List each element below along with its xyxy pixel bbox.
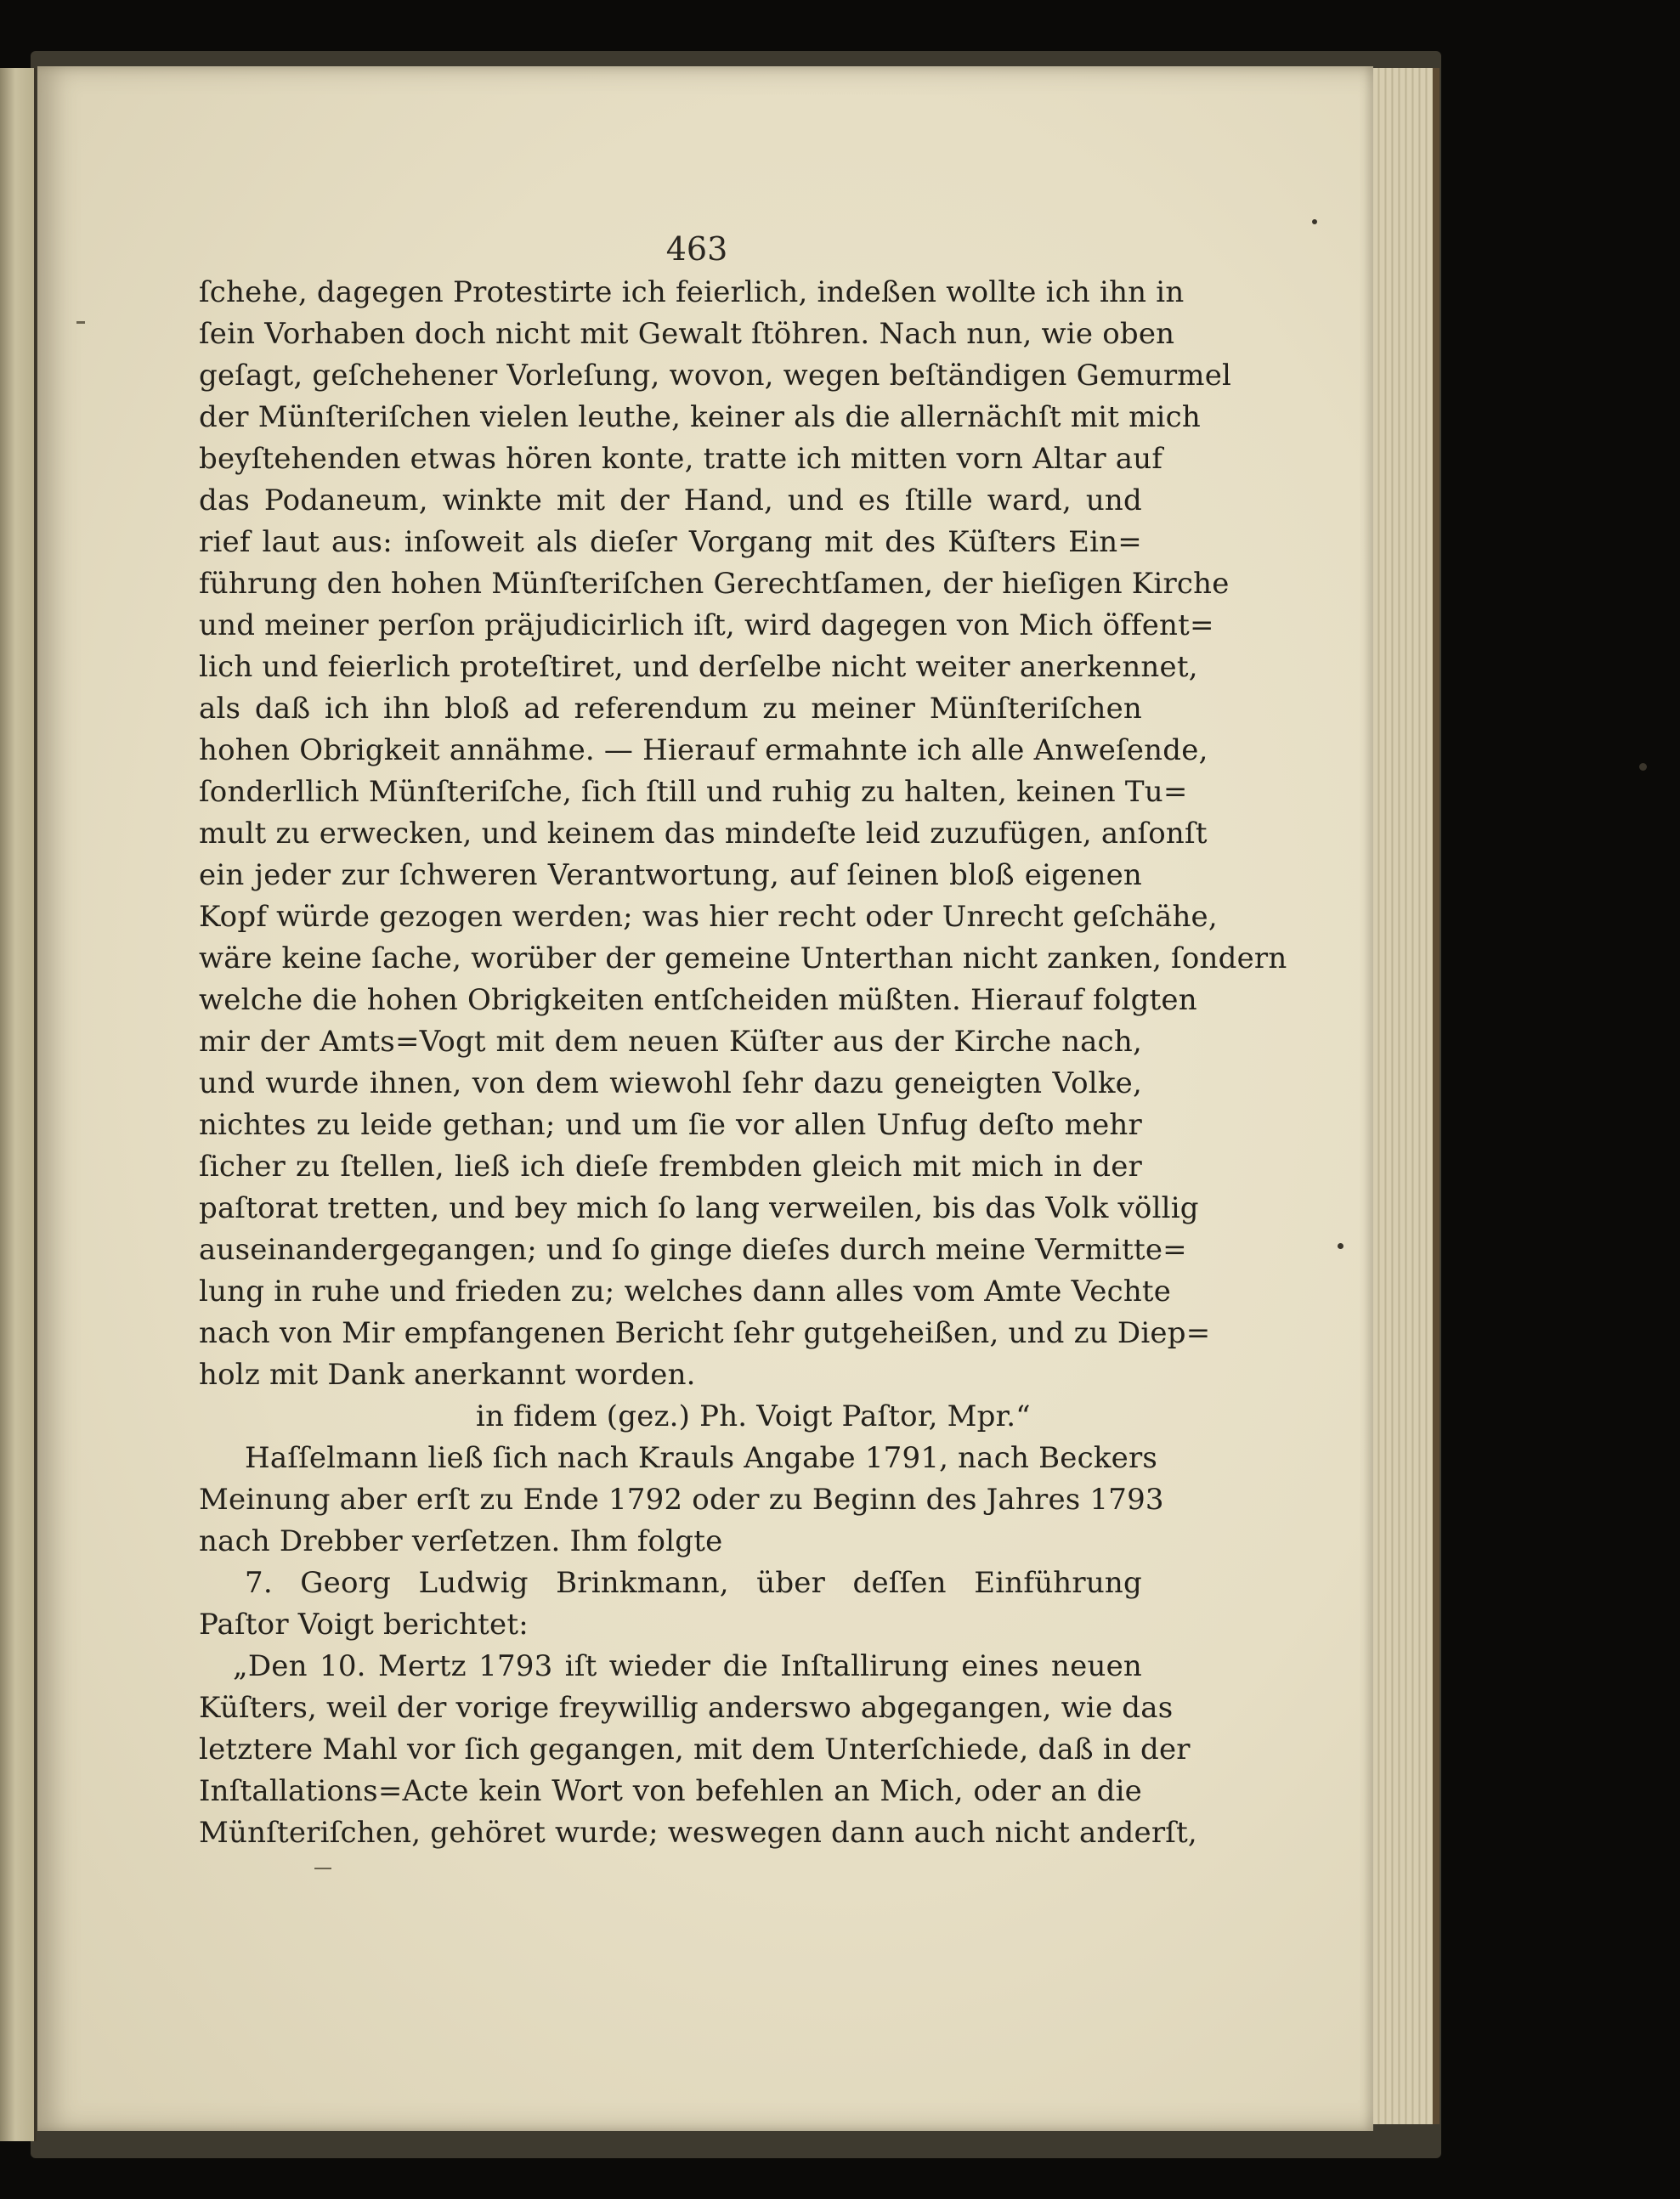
dust-speck	[1639, 763, 1647, 771]
quote-line: letztere Mahl vor ſich gegangen, mit dem Unterſchiede, daß in der	[199, 1733, 1191, 1767]
quote-line: Münſteriſchen, gehöret wurde; weswegen dann auch nicht anderſt,	[199, 1816, 1197, 1850]
text-line: ſonderllich Münſteriſche, ſich ſtill und ruhig zu halten, keinen Tu=	[199, 775, 1188, 809]
quote-line: Küſters, weil der vorige freywillig anderswo abgegangen, wie das	[199, 1691, 1174, 1725]
text-line: als daß ich ihn bloß ad referendum zu meiner Münſteriſchen	[199, 692, 1142, 726]
text-line: ſicher zu ſtellen, ließ ich dieſe frembden gleich mit mich in der	[199, 1150, 1142, 1184]
text-line: ein jeder zur ſchweren Verantwortung, auf ſeinen bloß eigenen	[199, 858, 1142, 892]
text-line: holz mit Dank anerkannt worden.	[199, 1358, 696, 1392]
text-line: hohen Obrigkeit annähme. — Hierauf ermahnte ich alle Anweſende,	[199, 733, 1208, 767]
text-line: und meiner perſon präjudicirlich iſt, wird dagegen von Mich öffent=	[199, 608, 1214, 642]
text-line: Kopf würde gezogen werden; was hier recht oder Unrecht geſchähe,	[199, 900, 1218, 934]
paragraph-line: Meinung aber erſt zu Ende 1792 oder zu Beginn des Jahres 1793	[199, 1483, 1164, 1517]
text-line: lich und feierlich proteſtiret, und derſelbe nicht weiter anerkennet,	[199, 650, 1198, 684]
text-line: paſtorat tretten, und bey mich ſo lang verweilen, bis das Volk völlig	[199, 1191, 1199, 1225]
section-heading-line: 7. Georg Ludwig Brinkmann, über deſſen Einführung	[245, 1566, 1142, 1600]
quote-line: „Den 10. Mertz 1793 iſt wieder die Inſtallirung eines neuen	[233, 1649, 1142, 1683]
previous-page-edge	[0, 68, 37, 2141]
dust-speck	[1338, 1243, 1343, 1249]
text-line: der Münſteriſchen vielen leuthe, keiner als die allernächſt mit mich	[199, 400, 1201, 434]
text-line: mult zu erwecken, und keinem das mindeſte leid zuzufügen, anſonſt	[199, 817, 1208, 851]
text-line: auseinandergegangen; und ſo ginge dieſes durch meine Vermitte=	[199, 1233, 1187, 1267]
text-line: ſein Vorhaben doch nicht mit Gewalt ſtöhren. Nach nun, wie oben	[199, 317, 1175, 351]
text-line: führung den hohen Münſteriſchen Gerechtſamen, der hieſigen Kirche	[199, 567, 1230, 601]
text-line: nach von Mir empfangenen Bericht ſehr gutgeheißen, und zu Diep=	[199, 1316, 1211, 1350]
margin-mark	[314, 1868, 331, 1869]
text-line: geſagt, geſchehener Vorleſung, wovon, wegen beſtändigen Gemurmel	[199, 359, 1232, 393]
text-line: beyſtehenden etwas hören konte, tratte ich mitten vorn Altar auf	[199, 442, 1163, 476]
text-line: ſchehe, dagegen Protestirte ich feierlich, indeßen wollte ich ihn in	[199, 275, 1185, 309]
book-page	[37, 66, 1373, 2131]
text-line: welche die hohen Obrigkeiten entſcheiden müßten. Hierauf folgten	[199, 983, 1197, 1017]
text-line: rief laut aus: inſoweit als dieſer Vorgang mit des Küſters Ein=	[199, 525, 1142, 559]
quote-line: Inſtallations=Acte kein Wort von befehlen an Mich, oder an die	[199, 1774, 1142, 1808]
text-line: wäre keine ſache, worüber der gemeine Unterthan nicht zanken, ſondern	[199, 941, 1287, 975]
text-line: das Podaneum, winkte mit der Hand, und es ſtille ward, und	[199, 483, 1142, 517]
page-number: 463	[665, 230, 728, 268]
text-line: nichtes zu leide gethan; und um ſie vor allen Unfug deſto mehr	[199, 1108, 1142, 1142]
text-line: mir der Amts=Vogt mit dem neuen Küſter aus der Kirche nach,	[199, 1025, 1142, 1059]
signature-line: in fidem (gez.) Ph. Voigt Paſtor, Mpr.“	[476, 1399, 1031, 1433]
body-text	[199, 272, 1287, 1854]
text-line: lung in ruhe und frieden zu; welches dann alles vom Amte Vechte	[199, 1275, 1172, 1309]
margin-mark	[76, 321, 85, 324]
paragraph-line: nach Drebber verſetzen. Ihm folgte	[199, 1524, 723, 1558]
text-line: und wurde ihnen, von dem wiewohl ſehr dazu geneigten Volke,	[199, 1066, 1142, 1100]
section-heading-line: Paſtor Voigt berichtet:	[199, 1608, 529, 1642]
dust-speck	[1312, 219, 1317, 224]
paragraph-line: Haſſelmann ließ ſich nach Krauls Angabe 1791, nach Beckers	[245, 1441, 1158, 1475]
